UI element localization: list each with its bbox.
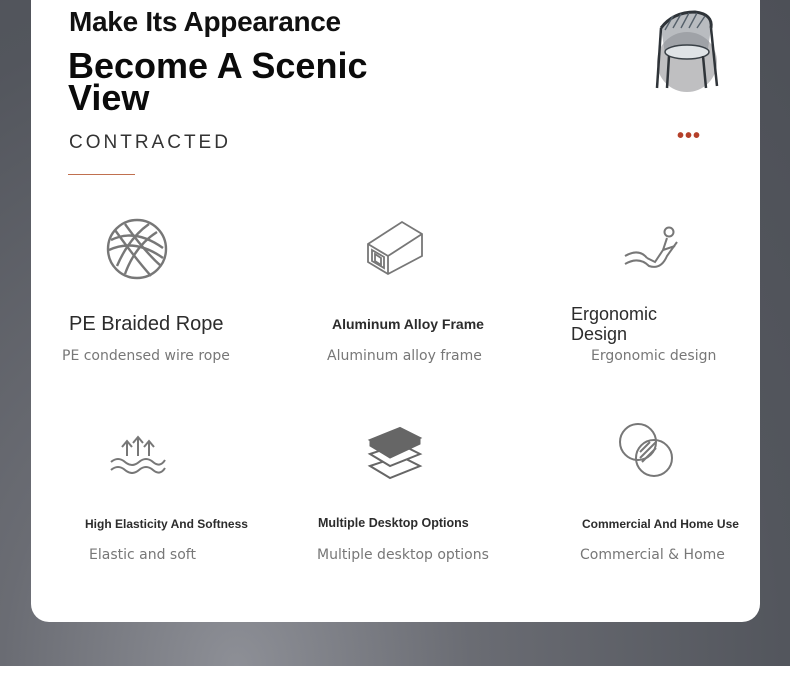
layered-tabletops-icon	[366, 426, 424, 487]
more-options-button[interactable]: •••	[677, 125, 702, 147]
feature-description: Elastic and soft	[89, 547, 196, 563]
feature-card	[31, 0, 760, 622]
feature-description: Multiple desktop options	[317, 547, 489, 563]
braided-rope-icon	[105, 218, 169, 285]
accent-divider	[68, 174, 135, 175]
feature-description: Ergonomic design	[591, 348, 717, 364]
feature-description: Aluminum alloy frame	[327, 348, 482, 364]
feature-description: PE condensed wire rope	[62, 348, 230, 364]
elastic-waves-icon	[109, 434, 167, 479]
ergonomic-recline-icon	[623, 226, 681, 275]
subtitle: CONTRACTED	[69, 132, 231, 153]
overlapping-circles-icon	[618, 422, 676, 485]
feature-title: PE Braided Rope	[69, 313, 224, 335]
feature-description: Commercial & Home	[580, 547, 725, 563]
chair-product-image	[651, 6, 723, 92]
headline-line-2: Become A Scenic View	[68, 45, 368, 118]
feature-title: High Elasticity And Softness	[85, 517, 248, 531]
aluminum-tube-icon	[366, 220, 424, 281]
headline-line-1: Make Its Appearance	[69, 6, 341, 37]
feature-title: Commercial And Home Use	[582, 517, 739, 531]
feature-title: Ergonomic Design	[571, 304, 658, 344]
feature-title: Aluminum Alloy Frame	[332, 316, 484, 332]
feature-title: Multiple Desktop Options	[318, 516, 469, 530]
